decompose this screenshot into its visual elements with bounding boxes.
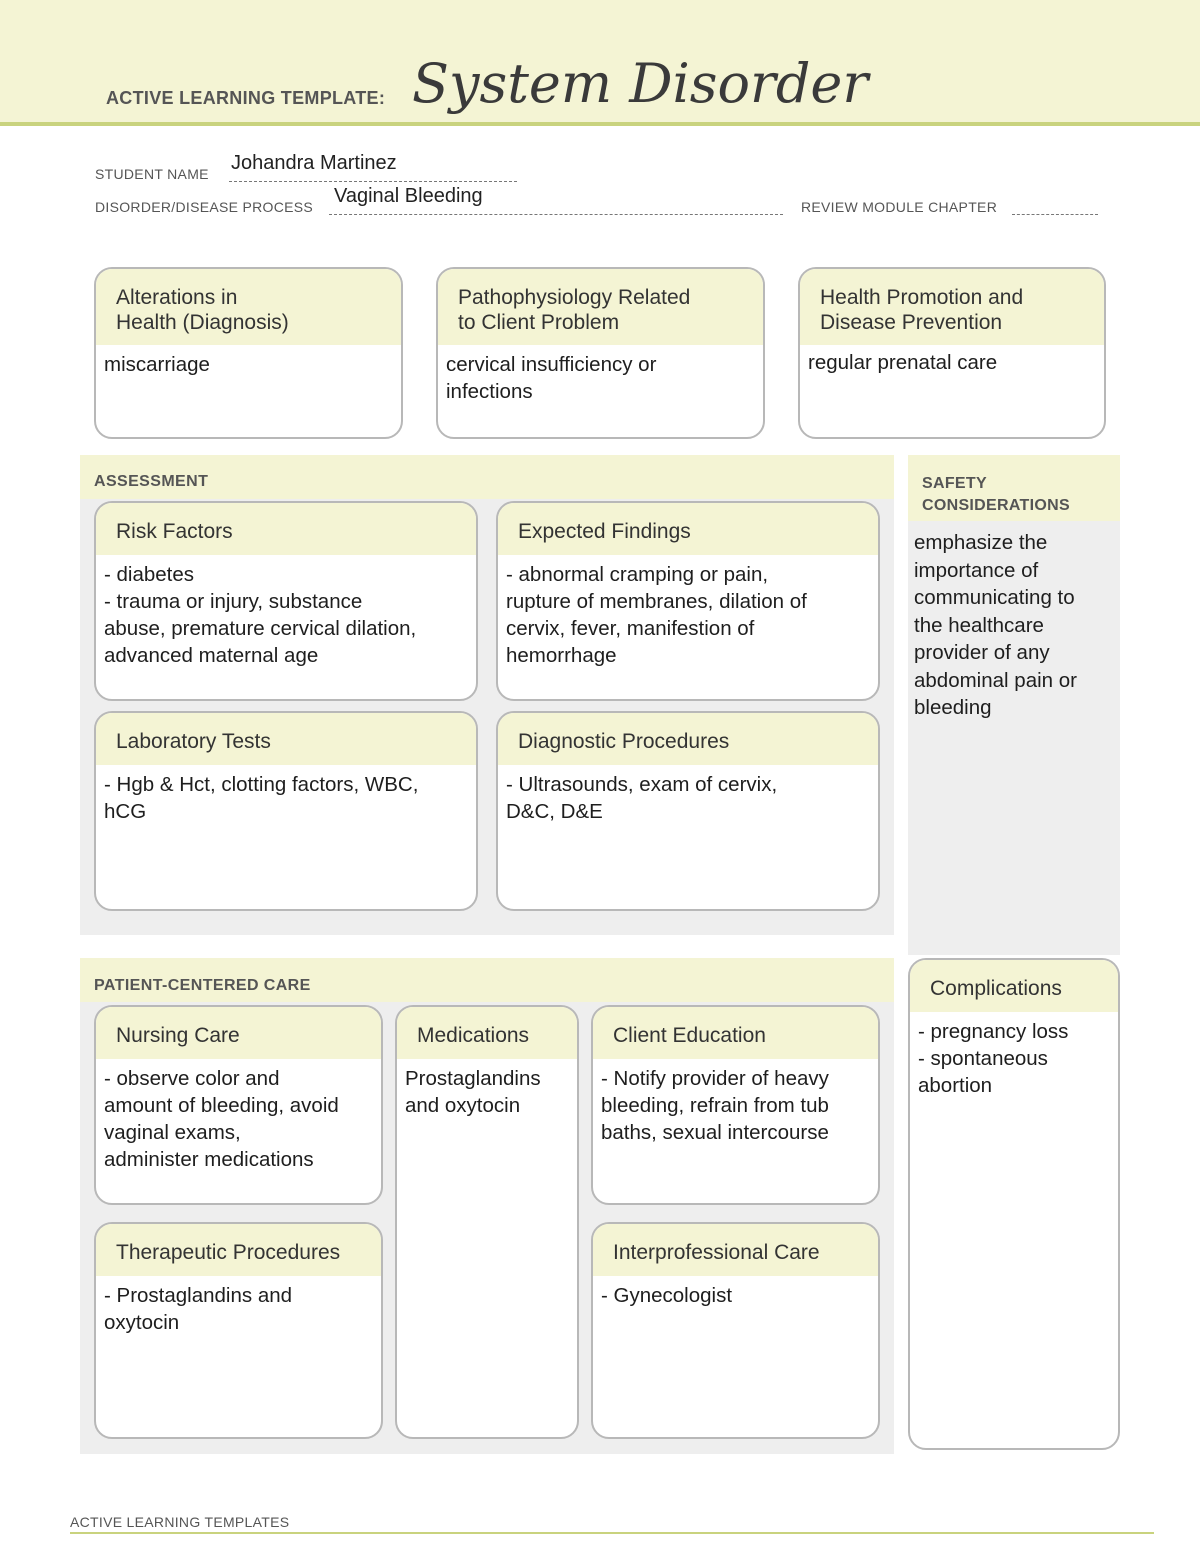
disorder-label: DISORDER/DISEASE PROCESS [95, 199, 314, 215]
risk-factors-card [94, 501, 478, 701]
therapeutic-procedures-body[interactable]: - Prostaglandins and oxytocin [104, 1284, 293, 1334]
safety-label: SAFETY CONSIDERATIONS [908, 455, 1120, 521]
pathophysiology-body[interactable]: cervical insufficiency or infections [446, 353, 657, 403]
interprofessional-care-card [591, 1222, 880, 1439]
review-module-field[interactable] [1012, 213, 1098, 215]
student-name-field[interactable]: Johandra Martinez [231, 152, 397, 174]
interprofessional-care-title: Interprofessional Care [593, 1224, 878, 1276]
safety-body[interactable]: emphasize the importance of communicating to the healthcare provider of any abdominal pain or bleeding [914, 531, 1077, 719]
template-label: ACTIVE LEARNING TEMPLATE: [106, 88, 386, 108]
expected-findings-card [496, 501, 880, 701]
disorder-line [329, 213, 783, 215]
risk-factors-title: Risk Factors [96, 503, 476, 555]
alterations-body[interactable]: miscarriage [104, 353, 210, 376]
therapeutic-procedures-card [94, 1222, 383, 1439]
disorder-field[interactable]: Vaginal Bleeding [334, 185, 483, 207]
nursing-care-body[interactable]: - observe color and amount of bleeding, avoid vaginal exams, administer medications [104, 1067, 339, 1171]
header-rule [0, 122, 1200, 126]
diagnostic-procedures-title: Diagnostic Procedures [498, 713, 878, 765]
client-education-title: Client Education [593, 1007, 878, 1059]
health-promotion-title: Health Promotion and Disease Prevention [800, 269, 1104, 345]
health-promotion-card [798, 267, 1106, 439]
laboratory-tests-body[interactable]: - Hgb & Hct, clotting factors, WBC, hCG [104, 773, 419, 823]
medications-body[interactable]: Prostaglandins and oxytocin [405, 1067, 541, 1117]
laboratory-tests-card [94, 711, 478, 911]
student-name-line [229, 180, 517, 182]
client-education-body[interactable]: - Notify provider of heavy bleeding, refrain from tub baths, sexual intercourse [601, 1067, 829, 1144]
footer-rule [70, 1532, 1154, 1534]
health-promotion-body[interactable]: regular prenatal care [808, 351, 998, 374]
diagnostic-procedures-body[interactable]: - Ultrasounds, exam of cervix, D&C, D&E [506, 773, 778, 823]
expected-findings-body[interactable]: - abnormal cramping or pain, rupture of membranes, dilation of cervix, fever, manifestion of hemorrhage [506, 563, 807, 667]
medications-title: Medications [397, 1007, 577, 1059]
student-name-label: STUDENT NAME [95, 166, 209, 182]
assessment-label: ASSESSMENT [94, 473, 209, 490]
pathophysiology-title: Pathophysiology Related to Client Problem [438, 269, 763, 345]
nursing-care-title: Nursing Care [96, 1007, 381, 1059]
interprofessional-care-body[interactable]: - Gynecologist [601, 1284, 733, 1307]
template-title: System Disorder [412, 52, 869, 115]
laboratory-tests-title: Laboratory Tests [96, 713, 476, 765]
patient-care-label: PATIENT-CENTERED CARE [94, 977, 311, 994]
pathophysiology-card [436, 267, 765, 439]
expected-findings-title: Expected Findings [498, 503, 878, 555]
nursing-care-card [94, 1005, 383, 1205]
complications-body[interactable]: - pregnancy loss - spontaneous abortion [918, 1020, 1069, 1097]
review-module-label: REVIEW MODULE CHAPTER [801, 199, 998, 215]
client-education-card [591, 1005, 880, 1205]
alterations-card [94, 267, 403, 439]
complications-title: Complications [910, 960, 1118, 1012]
diagnostic-procedures-card [496, 711, 880, 911]
risk-factors-body[interactable]: - diabetes - trauma or injury, substance abuse, premature cervical dilation, advanced maternal age [104, 563, 417, 667]
alterations-title: Alterations in Health (Diagnosis) [96, 269, 401, 345]
medications-card [395, 1005, 579, 1439]
footer-label: ACTIVE LEARNING TEMPLATES [70, 1514, 290, 1530]
complications-card [908, 958, 1120, 1450]
therapeutic-procedures-title: Therapeutic Procedures [96, 1224, 381, 1276]
